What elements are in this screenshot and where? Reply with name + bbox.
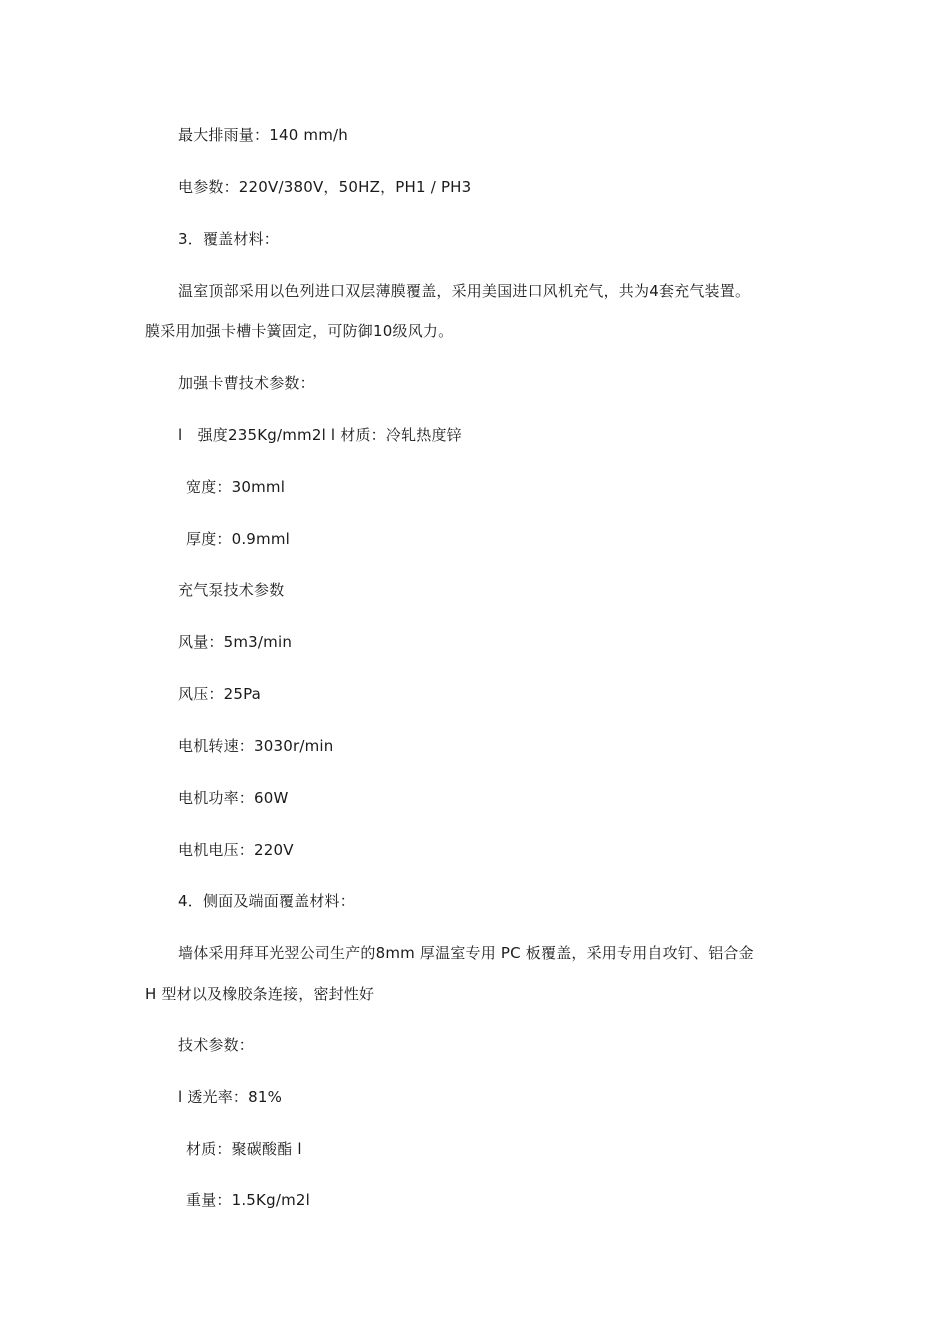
text-line: 电机转速：3030r/min [178, 737, 334, 755]
text-line: 加强卡曹技术参数： [178, 374, 315, 392]
text-line: l 透光率：81% [178, 1088, 283, 1106]
text-line: l 强度235Kg/mm2l l 材质：冷轧热度锌 [178, 426, 462, 444]
section-heading: 4．侧面及端面覆盖材料： [178, 892, 355, 910]
paragraph-line: H 型材以及橡胶条连接，密封性好 [145, 985, 375, 1003]
text-line: 风量：5m3/min [178, 633, 293, 651]
text-line: 厚度：0.9mml [186, 530, 291, 548]
text-line: 电参数：220V/380V，50HZ，PH1 / PH3 [178, 178, 472, 196]
text-line: 充气泵技术参数 [178, 581, 285, 599]
text-line: 材质：聚碳酸酯 l [186, 1140, 302, 1158]
text-line: 风压：25Pa [178, 685, 262, 703]
text-line: 宽度：30mml [186, 478, 286, 496]
text-line: 电机电压：220V [178, 841, 294, 859]
text-line: 电机功率：60W [178, 789, 289, 807]
text-line: 重量：1.5Kg/m2l [186, 1191, 310, 1209]
text-line: 最大排雨量：140 mm/h [178, 126, 348, 144]
text-line: 技术参数： [178, 1036, 255, 1054]
paragraph-line: 墙体采用拜耳光翌公司生产的8mm 厚温室专用 PC 板覆盖，采用专用自攻钉、铝合金 [178, 944, 754, 962]
section-heading: 3．覆盖材料： [178, 230, 279, 248]
paragraph-line: 膜采用加强卡槽卡簧固定，可防御10级风力。 [145, 322, 454, 340]
paragraph-line: 温室顶部采用以色列进口双层薄膜覆盖，采用美国进口风机充气，共为4套充气装置。 [178, 282, 751, 300]
